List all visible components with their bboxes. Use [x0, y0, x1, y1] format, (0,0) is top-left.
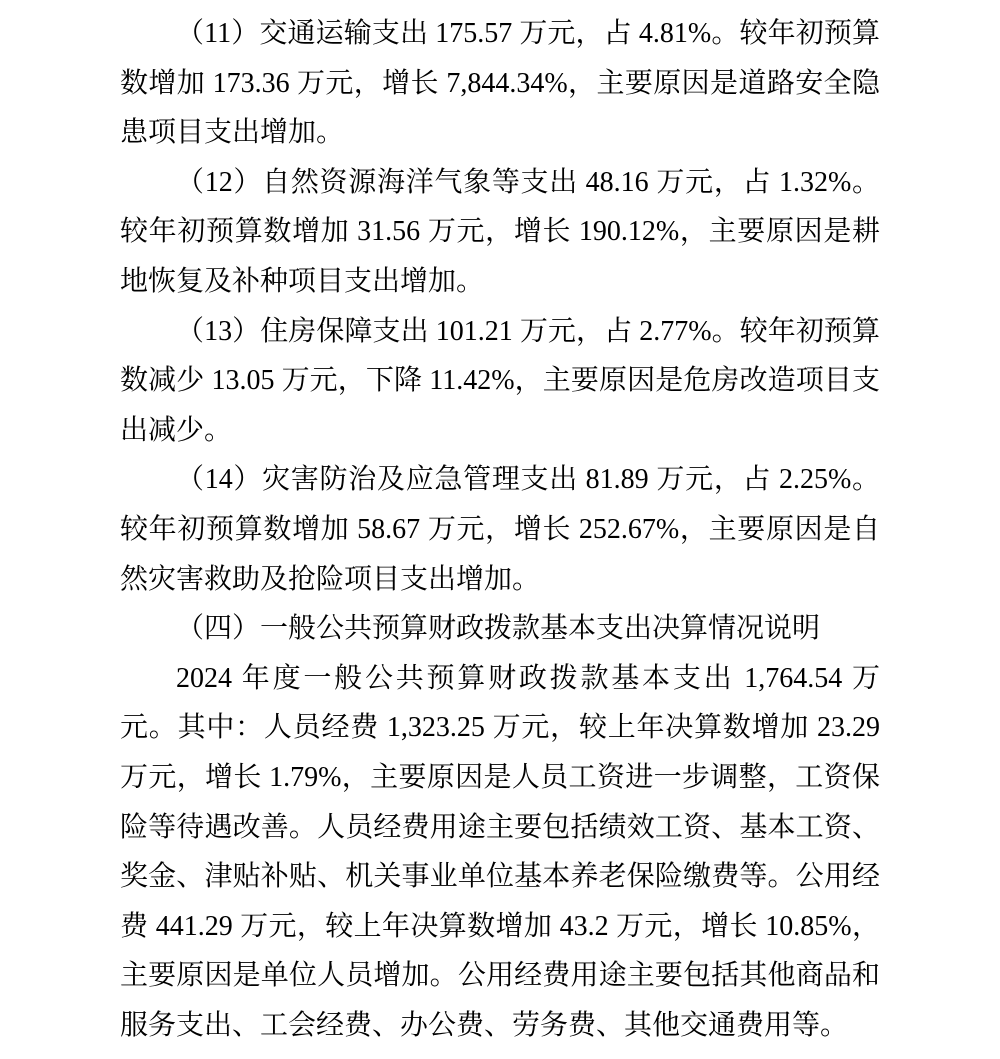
section-4-heading: （四）一般公共预算财政拨款基本支出决算情况说明 [176, 613, 821, 645]
basic-expenditure-paragraph: 2024 年度一般公共预算财政拨款基本支出 1,764.54 万元。其中：人员经费 1,323.25 万元，较上年决算数增加 23.29 万元，增长 1.79%，主要原因是人员工资进一步调整，工资保险等待遇改善。人员经费用途主要包括绩效工资、基本工资、奖金、津贴补贴、机关事业单位基本养老保险缴费等。公用经费 441.29 万元，较上年决算数增加 43.2 万元，增长 10.85%，主要原因是单位人员增加。公用经费用途主要包括其他商品和服务支出、工会经费、办公费、劳务费、其他交通费用等。 [120, 662, 880, 1041]
expense-item-14-paragraph: （14）灾害防治及应急管理支出 81.89 万元，占 2.25%。较年初预算数增加 58.67 万元，增长 252.67%，主要原因是自然灾害救助及抢险项目支出增加。 [120, 464, 880, 595]
expense-item-11-paragraph: （11）交通运输支出 175.57 万元，占 4.81%。较年初预算数增加 173.36 万元，增长 7,844.34%，主要原因是道路安全隐患项目支出增加。 [120, 18, 880, 149]
expense-item-13-paragraph: （13）住房保障支出 101.21 万元，占 2.77%。较年初预算数减少 13.05 万元，下降 11.42%，主要原因是危房改造项目支出减少。 [120, 315, 880, 446]
expense-item-12-paragraph: （12）自然资源海洋气象等支出 48.16 万元，占 1.32%。较年初预算数增加 31.56 万元，增长 190.12%，主要原因是耕地恢复及补种项目支出增加。 [120, 166, 880, 297]
